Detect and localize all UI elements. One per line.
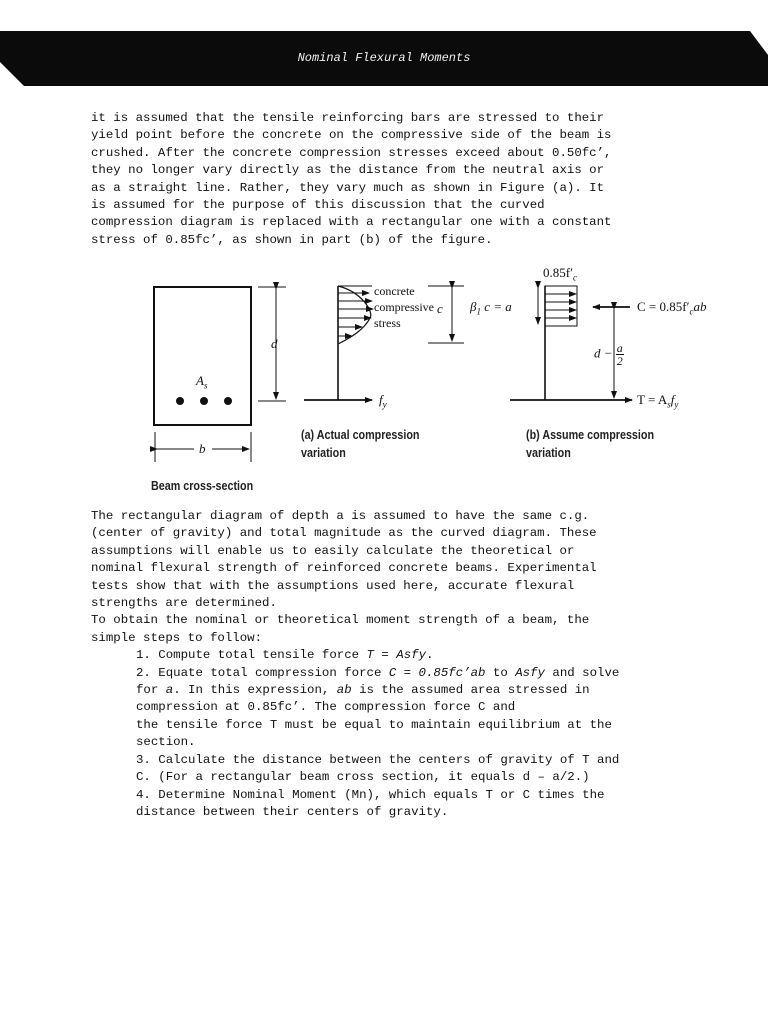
- stress-label-line: stress: [374, 316, 401, 330]
- stress-diagram-figure: [140, 262, 730, 502]
- text-line: (center of gravity) and total magnitude as the curved diagram. These: [91, 526, 597, 541]
- panel-a-caption: variation: [301, 446, 346, 460]
- step-3: 3. Calculate the distance between the centers of gravity of T and: [136, 752, 620, 767]
- text-line: The rectangular diagram of depth a is assumed to have the same c.g.: [91, 509, 590, 523]
- tension-force-label: $T = A_sf_y$: [637, 392, 679, 410]
- stress-block-value: $0.85f'_c$: [543, 265, 577, 283]
- rebar-dot: [200, 397, 208, 405]
- width-label: b: [199, 441, 206, 456]
- text-line: assumptions will enable us to easily calculate the theoretical or: [91, 543, 575, 558]
- step-3-line: C. (For a rectangular beam cross section, it equals d – a/2.): [136, 770, 590, 785]
- text-line: yield point before the concrete on the compressive side of the beam is: [91, 128, 612, 143]
- step-2-line: section.: [136, 735, 196, 750]
- text-line: it is assumed that the tensile reinforcing bars are stressed to their: [91, 111, 605, 125]
- text-line: tests show that with the assumptions used here, accurate flexural: [91, 578, 575, 593]
- body-text: [91, 508, 691, 821]
- step-4: 4. Determine Nominal Moment (Mn), which equals T or C times the: [136, 787, 605, 802]
- fy-label: $f_y$: [379, 392, 387, 410]
- rebar-dot: [224, 397, 232, 405]
- stress-label-line: concrete: [374, 284, 415, 298]
- panel-b-caption: (b) Assume compression: [526, 428, 655, 442]
- cross-section-caption: Beam cross-section: [151, 479, 254, 493]
- text-line: they no longer vary directly as the distance from the neutral axis or: [91, 163, 605, 178]
- text-line: as a straight line. Rather, they vary much as shown in Figure (a). It: [91, 180, 605, 195]
- text-line: To obtain the nominal or theoretical moment strength of a beam, the: [91, 613, 590, 628]
- text-line: strengths are determined.: [91, 596, 277, 611]
- step-2-line: for a. In this expression, ab is the assumed area stressed in: [136, 683, 590, 698]
- rebar-dot: [176, 397, 184, 405]
- step-2-line: compression at 0.85fc’. The compression force C and: [136, 700, 516, 715]
- intro-paragraph: [91, 110, 691, 249]
- figure-drawing: [140, 262, 730, 502]
- text-line: compression diagram is replaced with a rectangular one with a constant: [91, 215, 612, 230]
- stress-label-line: compressive: [374, 300, 434, 314]
- text-line: nominal flexural strength of reinforced concrete beams. Experimental: [91, 561, 597, 576]
- stress-block: [545, 286, 577, 326]
- lever-arm-label: d − $\frac{a}{2}$: [594, 341, 623, 368]
- page-title: Nominal Flexural Moments: [297, 51, 471, 65]
- step-2: 2. Equate total compression force C = 0.85fc’ab to Asfy and solve: [136, 665, 620, 680]
- text-line: simple steps to follow:: [91, 630, 263, 645]
- text-line: is assumed for the purpose of this discussion that the curved: [91, 198, 545, 213]
- stress-curve: [338, 286, 371, 344]
- compression-force-label: $C = 0.85f'_cab$: [637, 299, 707, 317]
- steel-area-label: $A_s$: [196, 373, 208, 391]
- panel-b-caption: variation: [526, 446, 571, 460]
- block-depth-label: $\beta_1$ c = a: [470, 299, 512, 317]
- depth-label: d: [271, 336, 278, 351]
- step-1: 1. Compute total tensile force T = Asfy.: [136, 648, 434, 663]
- text-line: crushed. After the concrete compression stresses exceed about 0.50fc’,: [91, 145, 612, 160]
- step-4-line: distance between their centers of gravity.: [136, 804, 449, 819]
- neutral-axis-depth-label: c: [437, 301, 443, 316]
- panel-a-caption: (a) Actual compression: [301, 428, 420, 442]
- text-line: stress of 0.85fc’, as shown in part (b) of the figure.: [91, 232, 493, 247]
- step-2-line: the tensile force T must be equal to maintain equilibrium at the: [136, 717, 612, 732]
